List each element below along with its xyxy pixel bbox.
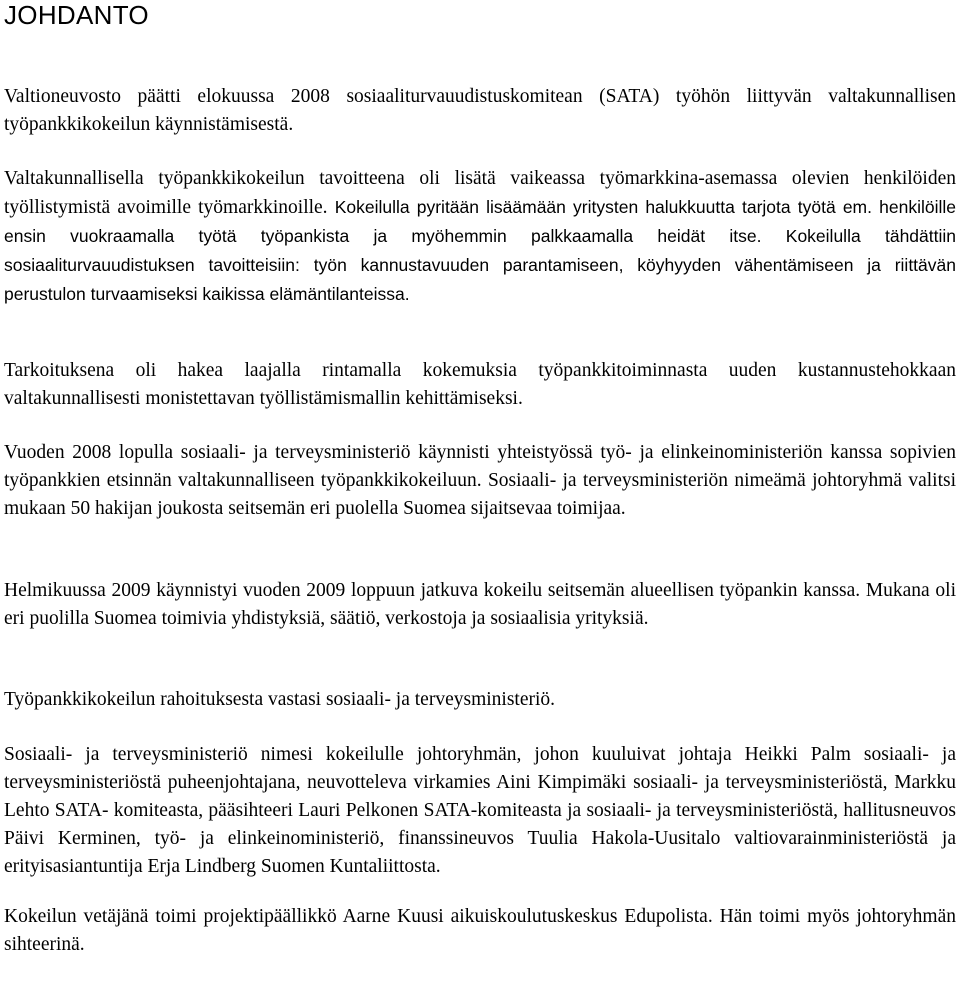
paragraph-steering-group: Sosiaali- ja terveysministeriö nimesi kokeilulle johtoryhmän, johon kuuluivat johtaja Heikki Palm sosiaali- ja terveysministeriöstä puheenjohtajana, neuvotteleva virkamies Aini Kimpimäki sosiaali- ja terveysministeriöstä, Markku Lehto SATA- komiteasta, pääsihteeri Lauri Pelkonen SATA-komiteasta ja sosiaali- ja terveysministeriöstä, hallitusneuvos Päivi Kerminen, työ- ja elinkeinoministeriö, finanssineuvos Tuulia Hakola-Uusitalo valtiovarainministeriöstä ja erityisasiantuntija Erja Lindberg Suomen Kuntaliittosta.: [4, 744, 956, 877]
page-title: JOHDANTO: [4, 0, 149, 30]
paragraph-project-lead: Kokeilun vetäjänä toimi projektipäällikkö Aarne Kuusi aikuiskoulutuskeskus Edupolista. Hän toimi myös johtoryhmän sihteerinä.: [4, 906, 956, 955]
paragraph-goals: [4, 165, 956, 309]
paragraph-funding: Työpankkikokeilun rahoituksesta vastasi sosiaali- ja terveysministeriö.: [4, 689, 556, 710]
paragraph-purpose: Tarkoituksena oli hakea laajalla rintamalla kokemuksia työpankkitoiminnasta uuden kustannustehokkaan valtakunnallisesti monistettavan työllistämismallin kehittämiseksi.: [4, 360, 956, 409]
paragraph-selection: Vuoden 2008 lopulla sosiaali- ja terveysministeriö käynnisti yhteistyössä työ- ja elinkeinoministeriön kanssa sopivien työpankkien etsinnän valtakunnalliseen työpankkikokeiluun. Sosiaali- ja terveysministeriön nimeämä johtoryhmä valitsi mukaan 50 hakijan joukosta seitsemän eri puolella Suomea sijaitsevaa toimijaa.: [4, 442, 956, 519]
paragraph-goals-sans: Kokeilulla pyritään lisäämään yritysten halukkuutta tarjota työtä em. henkilöille ensin vuokraamalla työtä työpankista ja myöhemmin palkkaamalla heidät itse. Kokeilulla tähdättiin sosiaaliturvauudistuksen tavoitteisiin: työn kannustavuuden parantamiseen, köyhyyden vähentämiseen ja riittävän perustulon turvaamiseksi kaikissa elämäntilanteissa.: [4, 197, 956, 304]
paragraph-intro: Valtioneuvosto päätti elokuussa 2008 sosiaaliturvauudistuskomitean (SATA) työhön liittyvän valtakunnallisen työpankkikokeilun käynnistämisestä.: [4, 86, 956, 135]
paragraph-launch: Helmikuussa 2009 käynnistyi vuoden 2009 loppuun jatkuva kokeilu seitsemän alueellisen työpankin kanssa. Mukana oli eri puolilla Suomea toimivia yhdistyksiä, säätiö, verkostoja ja sosiaalisia yrityksiä.: [4, 580, 956, 629]
paragraph-goals-serif: Valtakunnallisella työpankkikokeilun tavoitteena oli lisätä vaikeassa työmarkkina-asemassa olevien henkilöiden työllistymistä avoimille työmarkkinoille.: [4, 168, 956, 218]
document-page: [4, 0, 956, 955]
